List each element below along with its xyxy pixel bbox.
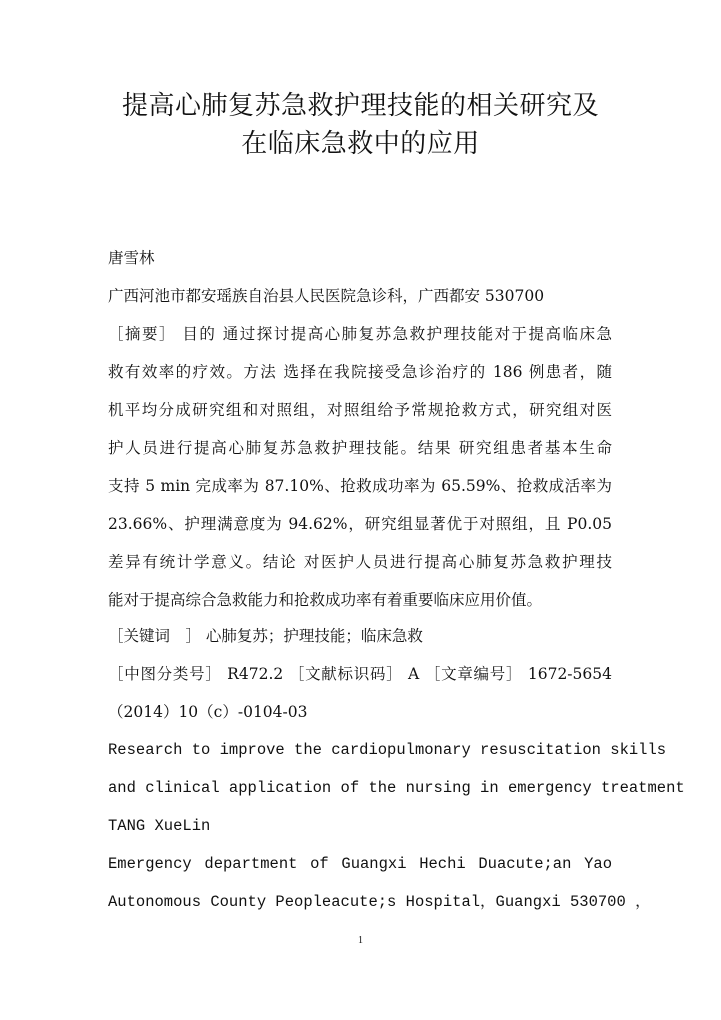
- abstract-line: 能对于提高综合急救能力和抢救成功率有着重要临床应用价值。: [108, 591, 543, 609]
- abstract-line: 23.66%、护理满意度为 94.62%，研究组显著优于对照组，且 P0.05: [108, 515, 612, 533]
- abstract-line: 救有效率的疗效。方法 选择在我院接受急诊治疗的 186 例患者，随: [108, 363, 612, 381]
- author-name: 唐雪林: [108, 249, 155, 267]
- abstract-line: 机平均分成研究组和对照组，对照组给予常规抢救方式，研究组对医: [108, 401, 612, 419]
- abstract-line: 差异有统计学意义。结论 对医护人员进行提高心肺复苏急救护理技: [108, 553, 612, 571]
- english-affiliation-line: Autonomous County Peopleacute;s Hospital，Guangxi 530700 ，: [108, 893, 651, 911]
- page-number: 1: [358, 935, 363, 946]
- paper-title-line-2: 在临床急救中的应用: [241, 129, 480, 159]
- abstract-line: 支持 5 min 完成率为 87.10%、抢救成功率为 65.59%、抢救成活率为: [108, 477, 612, 495]
- english-title-line: Research to improve the cardiopulmonary resuscitation skills: [108, 741, 667, 759]
- abstract-line: 护人员进行提高心肺复苏急救护理技能。结果 研究组患者基本生命: [108, 439, 612, 457]
- english-author: TANG XueLin: [108, 817, 211, 835]
- english-title-line: and clinical application of the nursing in emergency treatment: [108, 779, 685, 797]
- abstract-line: ［摘要］ 目的 通过探讨提高心肺复苏急救护理技能对于提高临床急: [108, 325, 612, 343]
- author-affiliation: 广西河池市都安瑶族自治县人民医院急诊科，广西都安 530700: [108, 287, 545, 305]
- classification-line: （2014）10（c）-0104-03: [108, 703, 308, 721]
- english-affiliation-line: Emergency department of Guangxi Hechi Duacute;an Yao: [108, 855, 612, 873]
- paper-title-line-1: 提高心肺复苏急救护理技能的相关研究及: [121, 91, 599, 121]
- classification-line: ［中图分类号］ R472.2 ［文献标识码］ A ［文章编号］ 1672-5654: [108, 665, 612, 683]
- keywords: ［关键词 ］ 心肺复苏；护理技能；临床急救: [108, 627, 423, 645]
